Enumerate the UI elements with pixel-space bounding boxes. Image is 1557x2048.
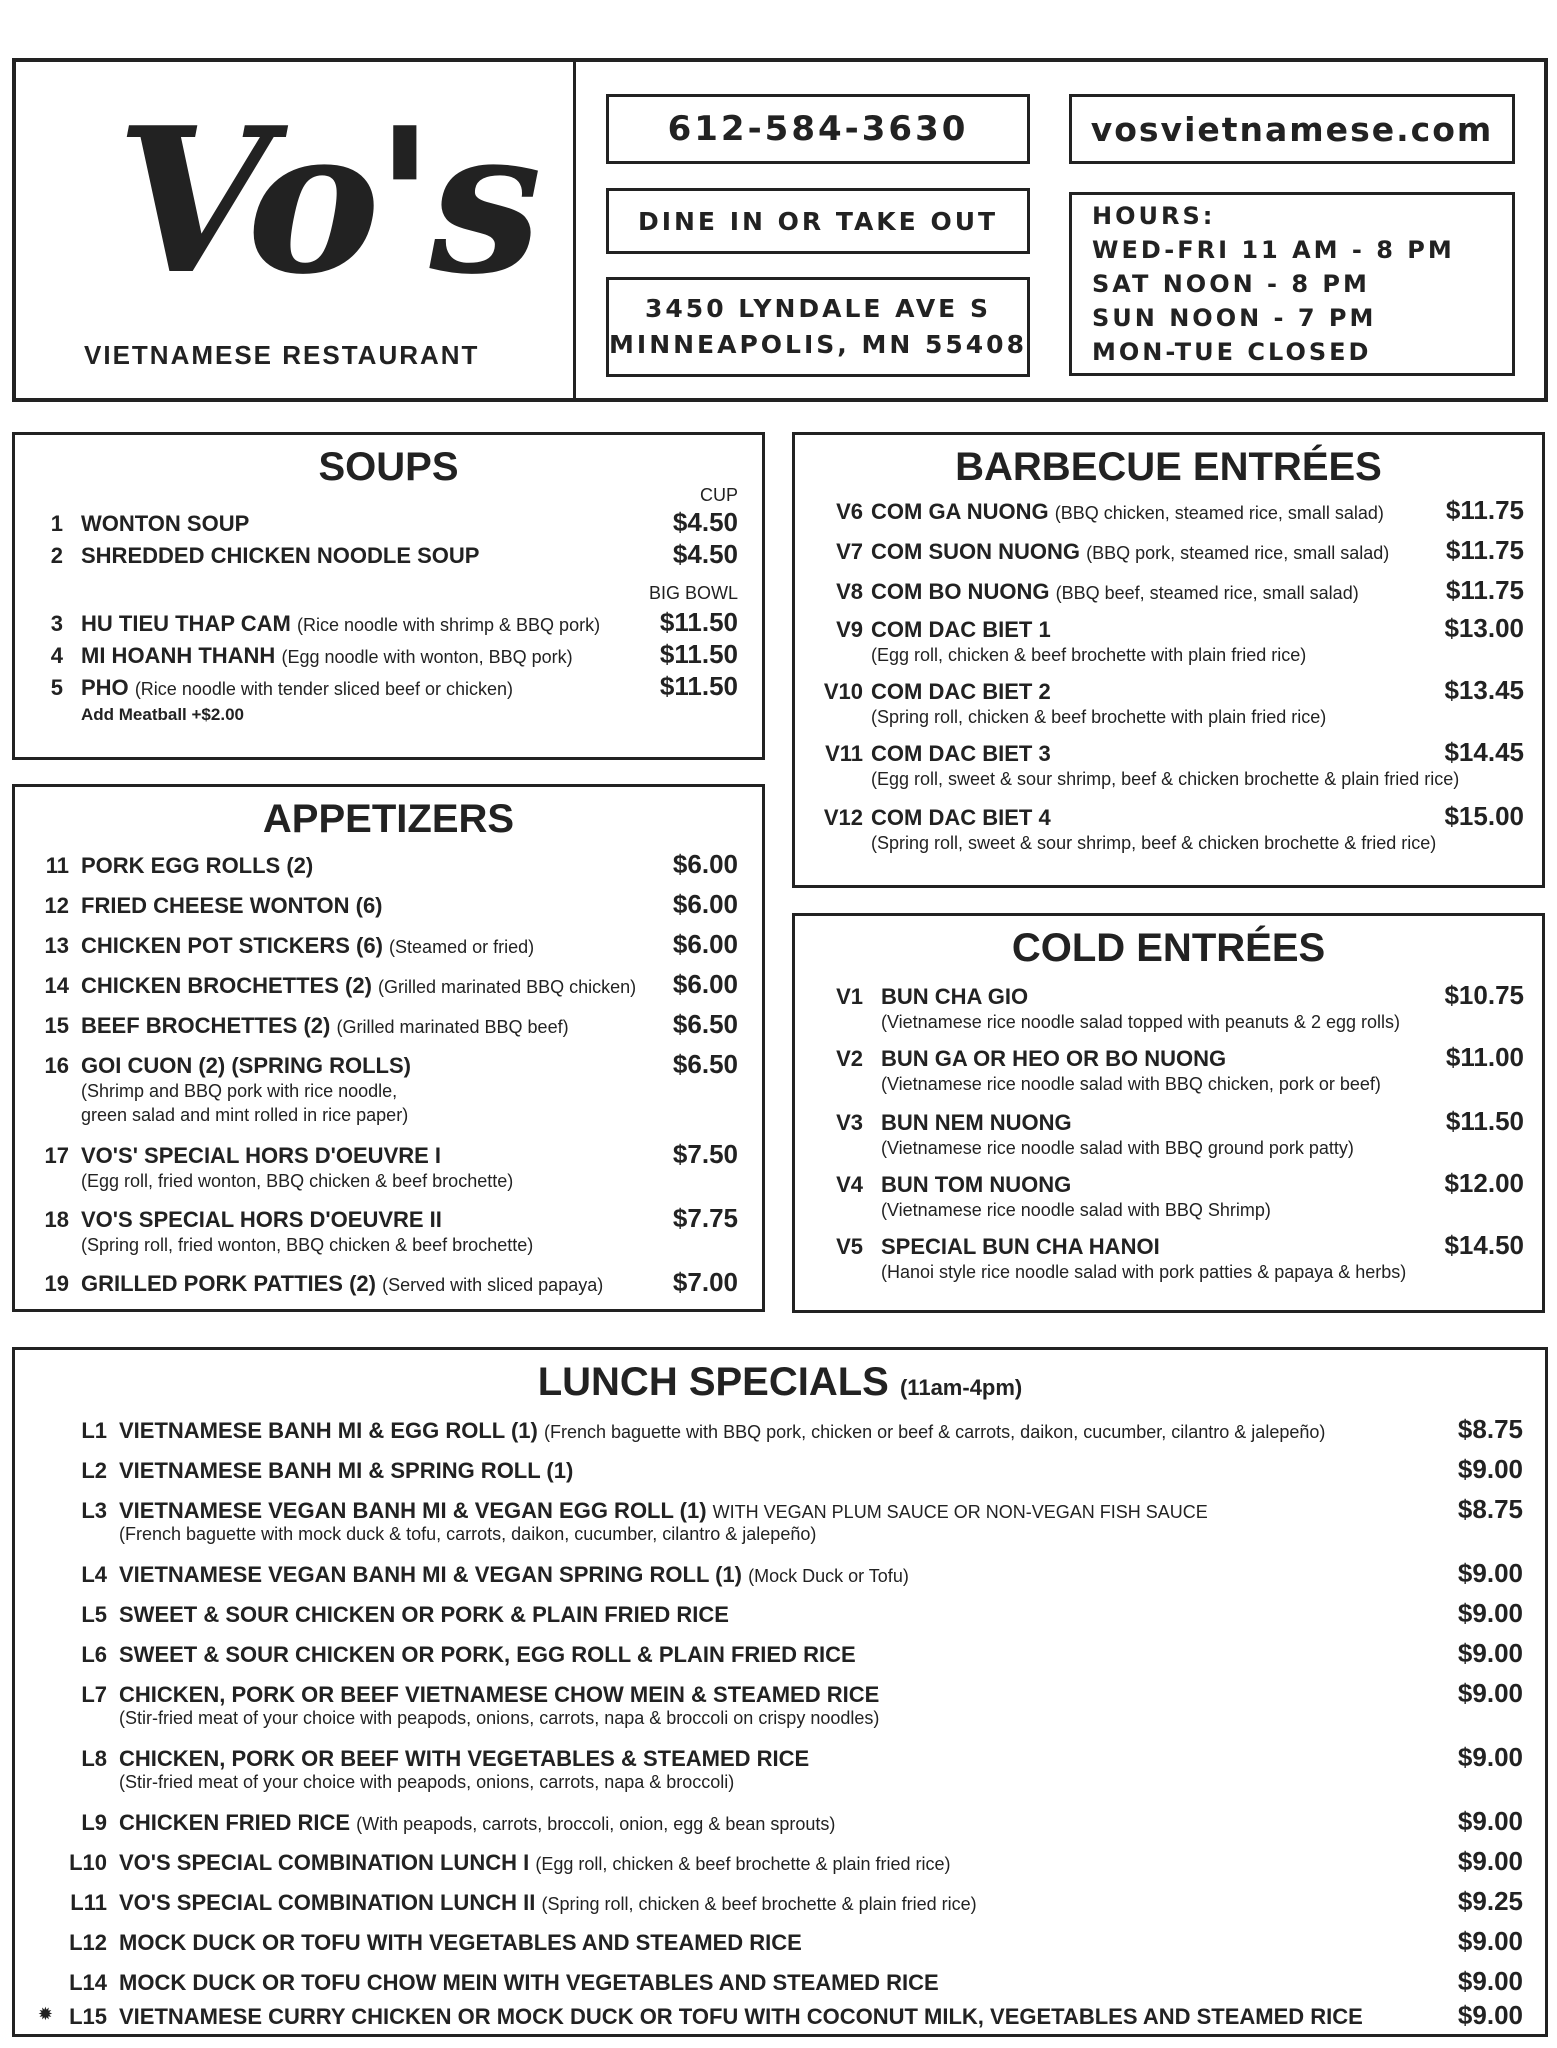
- item-description: (French baguette with mock duck & tofu, carrots, daikon, cucumber, cilantro & jalepeño): [119, 1524, 817, 1544]
- item-number: V2: [836, 1046, 863, 1071]
- section-title: COLD ENTRÉES: [1011, 926, 1326, 970]
- menu-item-name: VO'S SPECIAL COMBINATION LUNCH I: [119, 1850, 530, 1875]
- menu-item-name: SWEET & SOUR CHICKEN OR PORK & PLAIN FRIED RICE: [119, 1602, 729, 1627]
- menu-item-name: SPECIAL BUN CHA HANOI: [881, 1234, 1160, 1259]
- item-price: $9.00: [1457, 1742, 1523, 1772]
- item-number: L11: [70, 1890, 107, 1915]
- menu-item-note: (Grilled marinated BBQ chicken): [378, 977, 637, 997]
- section-title: LUNCH SPECIALS: [537, 1360, 889, 1404]
- menu-item-name: COM SUON NUONG: [871, 539, 1080, 564]
- menu-item-name: BUN GA OR HEO OR BO NUONG: [881, 1046, 1227, 1071]
- item-price: $11.50: [659, 607, 738, 637]
- hours-line: WED-FRI 11 AM - 8 PM: [1092, 236, 1455, 264]
- item-number: V10: [823, 679, 863, 704]
- menu-item-name: VO'S SPECIAL HORS D'OEUVRE II: [81, 1207, 442, 1232]
- item-price: $7.00: [672, 1267, 738, 1297]
- item-number: 14: [44, 973, 69, 998]
- item-number: 11: [45, 853, 69, 878]
- menu-item-note: (Spring roll, chicken & beef brochette & plain fried rice): [541, 1894, 977, 1914]
- bowl-label: BIG BOWL: [648, 583, 738, 603]
- menu-item: [119, 1890, 977, 1916]
- menu-item-name: MOCK DUCK OR TOFU CHOW MEIN WITH VEGETABLES AND STEAMED RICE: [119, 1970, 939, 1995]
- menu-item-name: FRIED CHEESE WONTON (6): [81, 893, 383, 918]
- item-number: L5: [81, 1602, 107, 1627]
- item-price: $14.50: [1444, 1230, 1524, 1260]
- item-number: 15: [44, 1013, 69, 1038]
- item-price: $11.75: [1445, 495, 1524, 525]
- menu-item-note: (French baguette with BBQ pork, chicken or beef & carrots, daikon, cucumber, cilantro & jalepeño): [543, 1422, 1326, 1442]
- section-title: SOUPS: [318, 445, 459, 489]
- item-price: $9.00: [1457, 1966, 1523, 1996]
- item-number: V8: [836, 579, 863, 604]
- menu-item-name: BUN CHA GIO: [881, 984, 1029, 1009]
- item-number: L15: [69, 2004, 107, 2029]
- item-price: $15.00: [1444, 801, 1524, 831]
- cold-entrees-section: [792, 913, 1545, 1313]
- item-number: V6: [836, 499, 863, 524]
- item-price: $11.75: [1445, 535, 1524, 565]
- menu-item-note: (BBQ chicken, steamed rice, small salad): [1054, 503, 1384, 523]
- menu-item-name: VIETNAMESE BANH MI & SPRING ROLL (1): [119, 1458, 574, 1483]
- item-description: (Vietnamese rice noodle salad with BBQ Shrimp): [881, 1200, 1271, 1220]
- item-description: (Egg roll, sweet & sour shrimp, beef & chicken brochette & plain fried rice): [871, 769, 1460, 789]
- item-number: 1: [50, 511, 63, 536]
- item-number: V12: [823, 805, 863, 830]
- menu-item-name: COM DAC BIET 1: [871, 617, 1051, 642]
- menu-item-name: CHICKEN, PORK OR BEEF VIETNAMESE CHOW MEIN & STEAMED RICE: [119, 1682, 880, 1707]
- item-price: $9.00: [1457, 1598, 1523, 1628]
- item-number: V1: [836, 984, 863, 1009]
- item-price: $10.75: [1444, 980, 1524, 1010]
- meatball-addon: Add Meatball +$2.00: [81, 705, 244, 724]
- menu-item-note: (Steamed or fried): [389, 937, 535, 957]
- menu-item: [119, 1498, 1208, 1524]
- appetizers-section: [12, 784, 765, 1312]
- section-title: BARBECUE ENTRÉES: [955, 445, 1382, 489]
- item-number: 3: [50, 611, 63, 636]
- menu-item: [119, 1418, 1325, 1444]
- item-description: (Egg roll, fried wonton, BBQ chicken & beef brochette): [81, 1171, 514, 1191]
- item-number: V11: [825, 741, 863, 766]
- menu-item-note: (Rice noodle with tender sliced beef or chicken): [134, 679, 514, 699]
- menu-item: [119, 1810, 835, 1836]
- menu-item-name: BEEF BROCHETTES (2): [81, 1013, 331, 1038]
- item-number: V3: [836, 1110, 863, 1135]
- item-description: (Vietnamese rice noodle salad with BBQ ground pork patty): [881, 1138, 1354, 1158]
- item-number: 16: [44, 1053, 69, 1078]
- item-description: (Shrimp and BBQ pork with rice noodle,: [81, 1081, 398, 1101]
- menu-item-name: VIETNAMESE VEGAN BANH MI & VEGAN EGG ROLL (1): [119, 1498, 707, 1523]
- section-title: APPETIZERS: [262, 797, 515, 841]
- restaurant-logo: Vo's: [116, 84, 537, 319]
- item-number: L7: [81, 1682, 107, 1707]
- item-price: $11.00: [1445, 1042, 1524, 1072]
- section-title-row: [15, 1360, 1545, 1405]
- item-description: (Stir-fried meat of your choice with peapods, onions, carrots, napa & broccoli): [119, 1772, 735, 1792]
- menu-item: [81, 1013, 569, 1039]
- item-number: L4: [81, 1562, 107, 1587]
- item-description: (Vietnamese rice noodle salad with BBQ chicken, pork or beef): [881, 1074, 1381, 1094]
- item-price: $9.00: [1457, 1846, 1523, 1876]
- item-number: L1: [81, 1418, 107, 1443]
- address-box: [606, 277, 1030, 377]
- bbq-entrees-section: [792, 432, 1545, 888]
- item-number: 4: [50, 643, 63, 668]
- item-price: $8.75: [1457, 1414, 1523, 1444]
- item-number: 17: [44, 1143, 69, 1168]
- item-price: $6.50: [672, 1009, 738, 1039]
- menu-item-name: HU TIEU THAP CAM: [81, 611, 291, 636]
- menu-item-note: (BBQ pork, steamed rice, small salad): [1086, 543, 1390, 563]
- menu-item: [81, 933, 534, 959]
- menu-item-name: GRILLED PORK PATTIES (2): [81, 1271, 376, 1296]
- item-price: $9.00: [1457, 1806, 1523, 1836]
- menu-item: [81, 1271, 603, 1297]
- item-price: $11.50: [659, 671, 738, 701]
- lunch-hours: (11am-4pm): [899, 1375, 1023, 1400]
- item-description: green salad and mint rolled in rice paper): [81, 1105, 409, 1125]
- menu-item: [81, 643, 573, 669]
- hours-line: MON-TUE CLOSED: [1092, 338, 1372, 366]
- menu-item-name: MI HOANH THANH: [81, 643, 276, 668]
- address-line-2: MINNEAPOLIS, MN 55408: [609, 330, 1027, 359]
- menu-item-name: VIETNAMESE BANH MI & EGG ROLL (1): [119, 1418, 538, 1443]
- item-number: L3: [81, 1498, 107, 1523]
- item-price: $9.00: [1457, 1926, 1523, 1956]
- header-divider: [573, 62, 576, 398]
- website-link[interactable]: vosvietnamese.com: [1069, 94, 1515, 164]
- phone-number[interactable]: 612-584-3630: [606, 94, 1030, 164]
- item-price: $7.75: [672, 1203, 738, 1233]
- menu-item-name: WONTON SOUP: [81, 511, 250, 536]
- item-number: V7: [836, 539, 863, 564]
- item-description: (Vietnamese rice noodle salad topped with peanuts & 2 egg rolls): [881, 1012, 1400, 1032]
- item-description: (Stir-fried meat of your choice with peapods, onions, carrots, napa & broccoli on crispy noodles): [119, 1708, 880, 1728]
- service-type: DINE IN OR TAKE OUT: [606, 188, 1030, 254]
- menu-item: [119, 1850, 951, 1876]
- item-price: $4.50: [672, 539, 738, 569]
- item-number: L8: [81, 1746, 107, 1771]
- menu-item-name: CHICKEN POT STICKERS (6): [81, 933, 383, 958]
- menu-item: [119, 1562, 909, 1588]
- hours-box: [1069, 192, 1515, 376]
- restaurant-tagline: VIETNAMESE RESTAURANT: [84, 340, 480, 370]
- lunch-specials-section: [12, 1347, 1548, 2037]
- menu-item: [871, 539, 1389, 565]
- item-price: $9.00: [1457, 1558, 1523, 1588]
- item-price: $7.50: [672, 1139, 738, 1169]
- menu-item-name: COM DAC BIET 2: [871, 679, 1051, 704]
- item-number: L12: [69, 1930, 107, 1955]
- header: [12, 58, 1548, 402]
- menu-item-name: BUN NEM NUONG: [881, 1110, 1072, 1135]
- menu-item-name: PORK EGG ROLLS (2): [81, 853, 314, 878]
- menu-item-name: CHICKEN BROCHETTES (2): [81, 973, 372, 998]
- item-number: V4: [836, 1172, 863, 1197]
- special-marker-icon: ✹: [37, 2004, 53, 2024]
- item-price: $6.00: [672, 889, 738, 919]
- item-description: (Spring roll, chicken & beef brochette with plain fried rice): [871, 707, 1327, 727]
- menu-item: [81, 675, 513, 701]
- item-number: 18: [44, 1207, 69, 1232]
- menu-item-note: WITH VEGAN PLUM SAUCE OR NON-VEGAN FISH SAUCE: [712, 1502, 1208, 1522]
- menu-item-note: (Grilled marinated BBQ beef): [336, 1017, 569, 1037]
- menu-item-note: (With peapods, carrots, broccoli, onion, egg & bean sprouts): [356, 1814, 836, 1834]
- item-number: L6: [81, 1642, 107, 1667]
- item-price: $14.45: [1444, 737, 1524, 767]
- item-price: $11.75: [1445, 575, 1524, 605]
- menu-item-name: SHREDDED CHICKEN NOODLE SOUP: [81, 543, 480, 568]
- menu-item-note: (Egg noodle with wonton, BBQ pork): [281, 647, 573, 667]
- menu-item-note: (BBQ beef, steamed rice, small salad): [1055, 583, 1359, 603]
- item-price: $6.00: [672, 849, 738, 879]
- menu-item-name: BUN TOM NUONG: [881, 1172, 1072, 1197]
- menu-item: [81, 611, 600, 637]
- menu-item-name: GOI CUON (2) (SPRING ROLLS): [81, 1053, 411, 1078]
- item-price: $9.25: [1457, 1886, 1523, 1916]
- item-description: (Spring roll, fried wonton, BBQ chicken & beef brochette): [81, 1235, 534, 1255]
- menu-item-name: VIETNAMESE VEGAN BANH MI & VEGAN SPRING ROLL (1): [119, 1562, 742, 1587]
- item-price: $9.00: [1457, 1678, 1523, 1708]
- menu-item-name: COM BO NUONG: [871, 579, 1050, 604]
- item-number: 12: [44, 893, 69, 918]
- menu-item-name: COM GA NUONG: [871, 499, 1049, 524]
- item-number: V9: [836, 617, 863, 642]
- item-description: (Hanoi style rice noodle salad with pork patties & papaya & herbs): [881, 1262, 1407, 1282]
- hours-line: SUN NOON - 7 PM: [1092, 304, 1377, 332]
- menu-item: [81, 973, 636, 999]
- menu-item-note: (Egg roll, chicken & beef brochette & plain fried rice): [535, 1854, 951, 1874]
- menu-item-name: VO'S' SPECIAL HORS D'OEUVRE I: [81, 1143, 442, 1168]
- item-number: 2: [50, 543, 63, 568]
- menu-item-note: (Served with sliced papaya): [382, 1275, 604, 1295]
- menu-item-name: COM DAC BIET 3: [871, 741, 1051, 766]
- item-price: $8.75: [1457, 1494, 1523, 1524]
- item-price: $9.00: [1457, 1454, 1523, 1484]
- item-price: $4.50: [672, 507, 738, 537]
- menu-item-name: SWEET & SOUR CHICKEN OR PORK, EGG ROLL & PLAIN FRIED RICE: [119, 1642, 856, 1667]
- item-price: $6.00: [672, 929, 738, 959]
- item-number: 5: [50, 675, 63, 700]
- menu-item-name: VIETNAMESE CURRY CHICKEN OR MOCK DUCK OR TOFU WITH COCONUT MILK, VEGETABLES AND STEAMED RICE: [119, 2004, 1363, 2029]
- item-price: $11.50: [1445, 1106, 1524, 1136]
- item-price: $6.00: [672, 969, 738, 999]
- item-number: L10: [69, 1850, 107, 1875]
- item-price: $9.00: [1457, 2000, 1523, 2030]
- menu-item-name: MOCK DUCK OR TOFU WITH VEGETABLES AND STEAMED RICE: [119, 1930, 802, 1955]
- menu-item: [871, 579, 1359, 605]
- address-line-1: 3450 LYNDALE AVE S: [645, 294, 991, 323]
- hours-label: HOURS:: [1092, 202, 1216, 230]
- item-description: (Egg roll, chicken & beef brochette with plain fried rice): [871, 645, 1307, 665]
- menu-item-note: (Mock Duck or Tofu): [748, 1566, 909, 1586]
- menu-item: [871, 499, 1384, 525]
- menu-item-name: CHICKEN, PORK OR BEEF WITH VEGETABLES & STEAMED RICE: [119, 1746, 810, 1771]
- menu-item-name: CHICKEN FRIED RICE: [119, 1810, 351, 1835]
- menu-item-name: PHO: [81, 675, 129, 700]
- soups-section: [12, 432, 765, 760]
- item-number: 19: [44, 1271, 69, 1296]
- item-description: (Spring roll, sweet & sour shrimp, beef & chicken brochette & fried rice): [871, 833, 1437, 853]
- item-price: $13.45: [1444, 675, 1524, 705]
- item-number: L9: [81, 1810, 107, 1835]
- item-price: $11.50: [659, 639, 738, 669]
- menu-item-note: (Rice noodle with shrimp & BBQ pork): [296, 615, 601, 635]
- item-number: 13: [44, 933, 69, 958]
- menu-item-name: COM DAC BIET 4: [871, 805, 1051, 830]
- item-number: L14: [69, 1970, 107, 1995]
- item-price: $6.50: [672, 1049, 738, 1079]
- item-price: $9.00: [1457, 1638, 1523, 1668]
- hours-line: SAT NOON - 8 PM: [1092, 270, 1370, 298]
- item-price: $13.00: [1444, 613, 1524, 643]
- item-number: L2: [81, 1458, 107, 1483]
- item-number: V5: [836, 1234, 863, 1259]
- item-price: $12.00: [1444, 1168, 1524, 1198]
- cup-label: CUP: [699, 485, 738, 505]
- menu-item-name: VO'S SPECIAL COMBINATION LUNCH II: [119, 1890, 536, 1915]
